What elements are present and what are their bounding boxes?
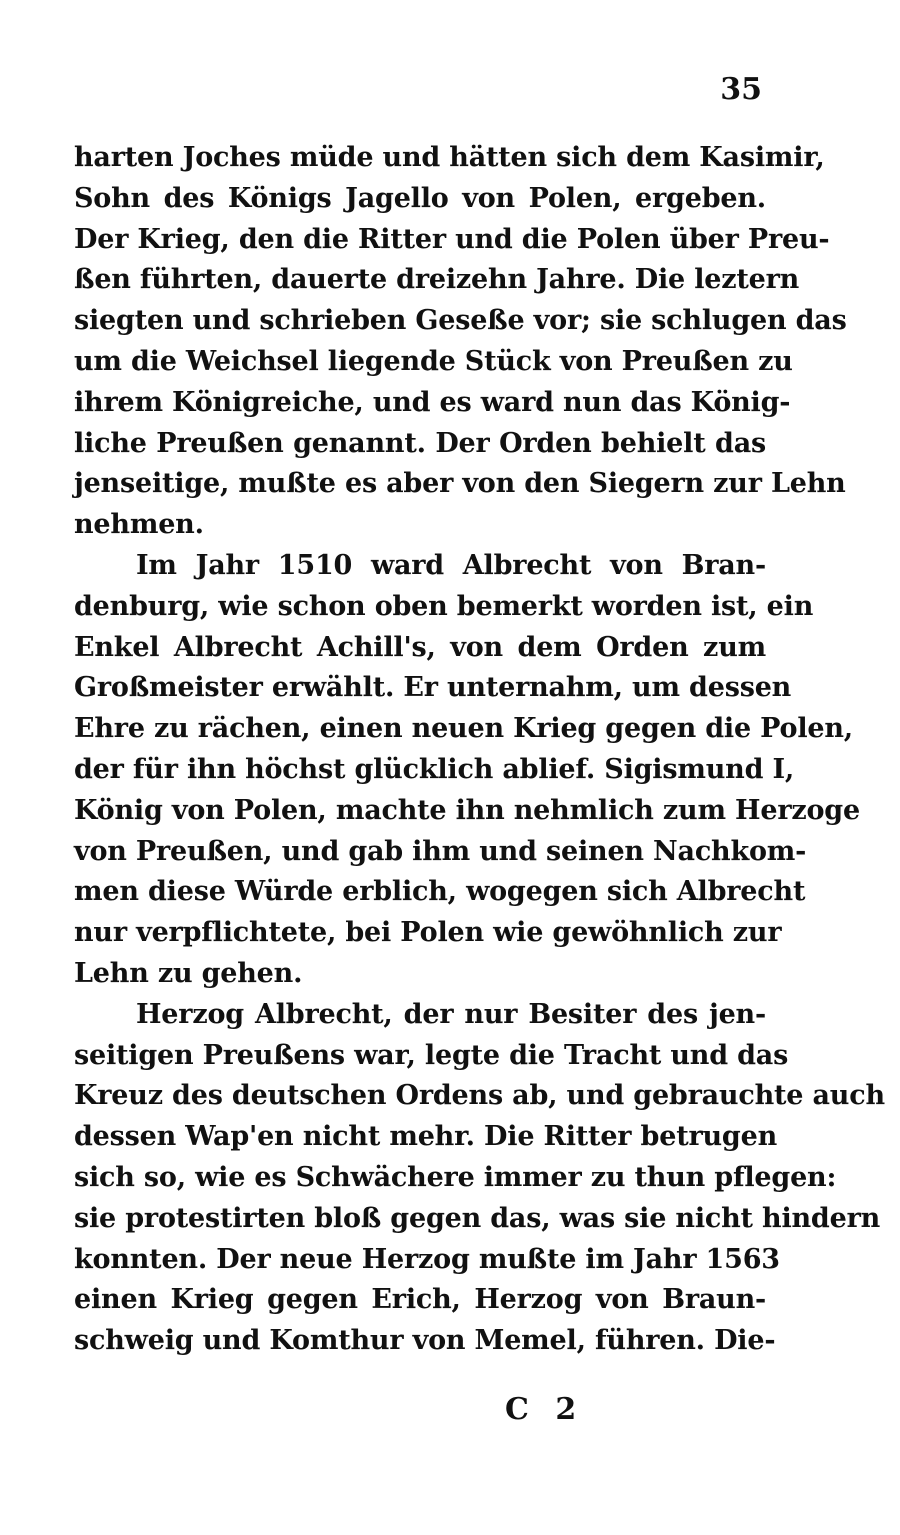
text-line: Ehre zu rächen, einen neuen Krieg gegen die Polen,	[74, 713, 854, 745]
text-line: dessen Wap'en nicht mehr. Die Ritter betrugen	[74, 1121, 778, 1153]
text-line: um die Weichsel liegende Stück von Preußen zu	[74, 345, 793, 377]
paragraph-2	[74, 546, 860, 995]
paragraph-3	[74, 995, 885, 1362]
text-line: jenseitige, mußte es aber von den Siegern zur Lehn	[74, 468, 846, 500]
text-line: nur verpflichtete, bei Polen wie gewöhnlich zur	[74, 917, 782, 949]
page-number: 35	[720, 72, 762, 107]
text-line: harten Joches müde und hätten sich dem Kasimir,	[74, 142, 825, 173]
text-line: Enkel Albrecht Achill's, von dem Orden zum	[74, 631, 766, 663]
signature-mark: C 2	[505, 1392, 585, 1427]
text-line: ihrem Königreiche, und es ward nun das König-	[74, 386, 791, 418]
text-line: men diese Würde erblich, wogegen sich Albrecht	[74, 876, 806, 908]
text-line: der für ihn höchst glücklich ablief. Sigismund I,	[74, 753, 795, 785]
paragraph-1	[74, 138, 847, 546]
body-text	[74, 138, 885, 1362]
text-line: nehmen.	[74, 509, 204, 541]
text-line: Großmeister erwählt. Er unternahm, um dessen	[74, 672, 792, 704]
text-line: Kreuz des deutschen Ordens ab, und gebrauchte auch	[74, 1080, 885, 1112]
text-line: konnten. Der neue Herzog mußte im Jahr 1563	[74, 1243, 780, 1275]
text-line: liche Preußen genannt. Der Orden behielt das	[74, 427, 766, 459]
text-line: sich so, wie es Schwächere immer zu thun pflegen:	[74, 1161, 837, 1193]
text-line: schweig und Komthur von Memel, führen. Die-	[74, 1325, 776, 1357]
text-line: Der Krieg, den die Ritter und die Polen über Preu-	[74, 223, 830, 255]
text-line: denburg, wie schon oben bemerkt worden ist, ein	[74, 590, 814, 622]
text-line: Herzog Albrecht, der nur Besiter des jen-	[136, 998, 766, 1030]
text-line: Lehn zu gehen.	[74, 957, 303, 989]
text-line: König von Polen, machte ihn nehmlich zum Herzoge	[74, 794, 860, 826]
text-line: sie protestirten bloß gegen das, was sie nicht hindern	[74, 1202, 881, 1234]
text-line: seitigen Preußens war, legte die Tracht und das	[74, 1039, 789, 1071]
text-line: einen Krieg gegen Erich, Herzog von Braun-	[74, 1284, 766, 1316]
text-line: von Preußen, und gab ihm und seinen Nachkom-	[74, 835, 807, 867]
text-line: siegten und schrieben Geseße vor; sie schlugen das	[74, 305, 847, 337]
text-line: ßen führten, dauerte dreizehn Jahre. Die leztern	[74, 264, 800, 296]
text-line: Sohn des Königs Jagello von Polen, ergeben.	[74, 182, 766, 214]
text-line: Im Jahr 1510 ward Albrecht von Bran-	[136, 549, 766, 581]
